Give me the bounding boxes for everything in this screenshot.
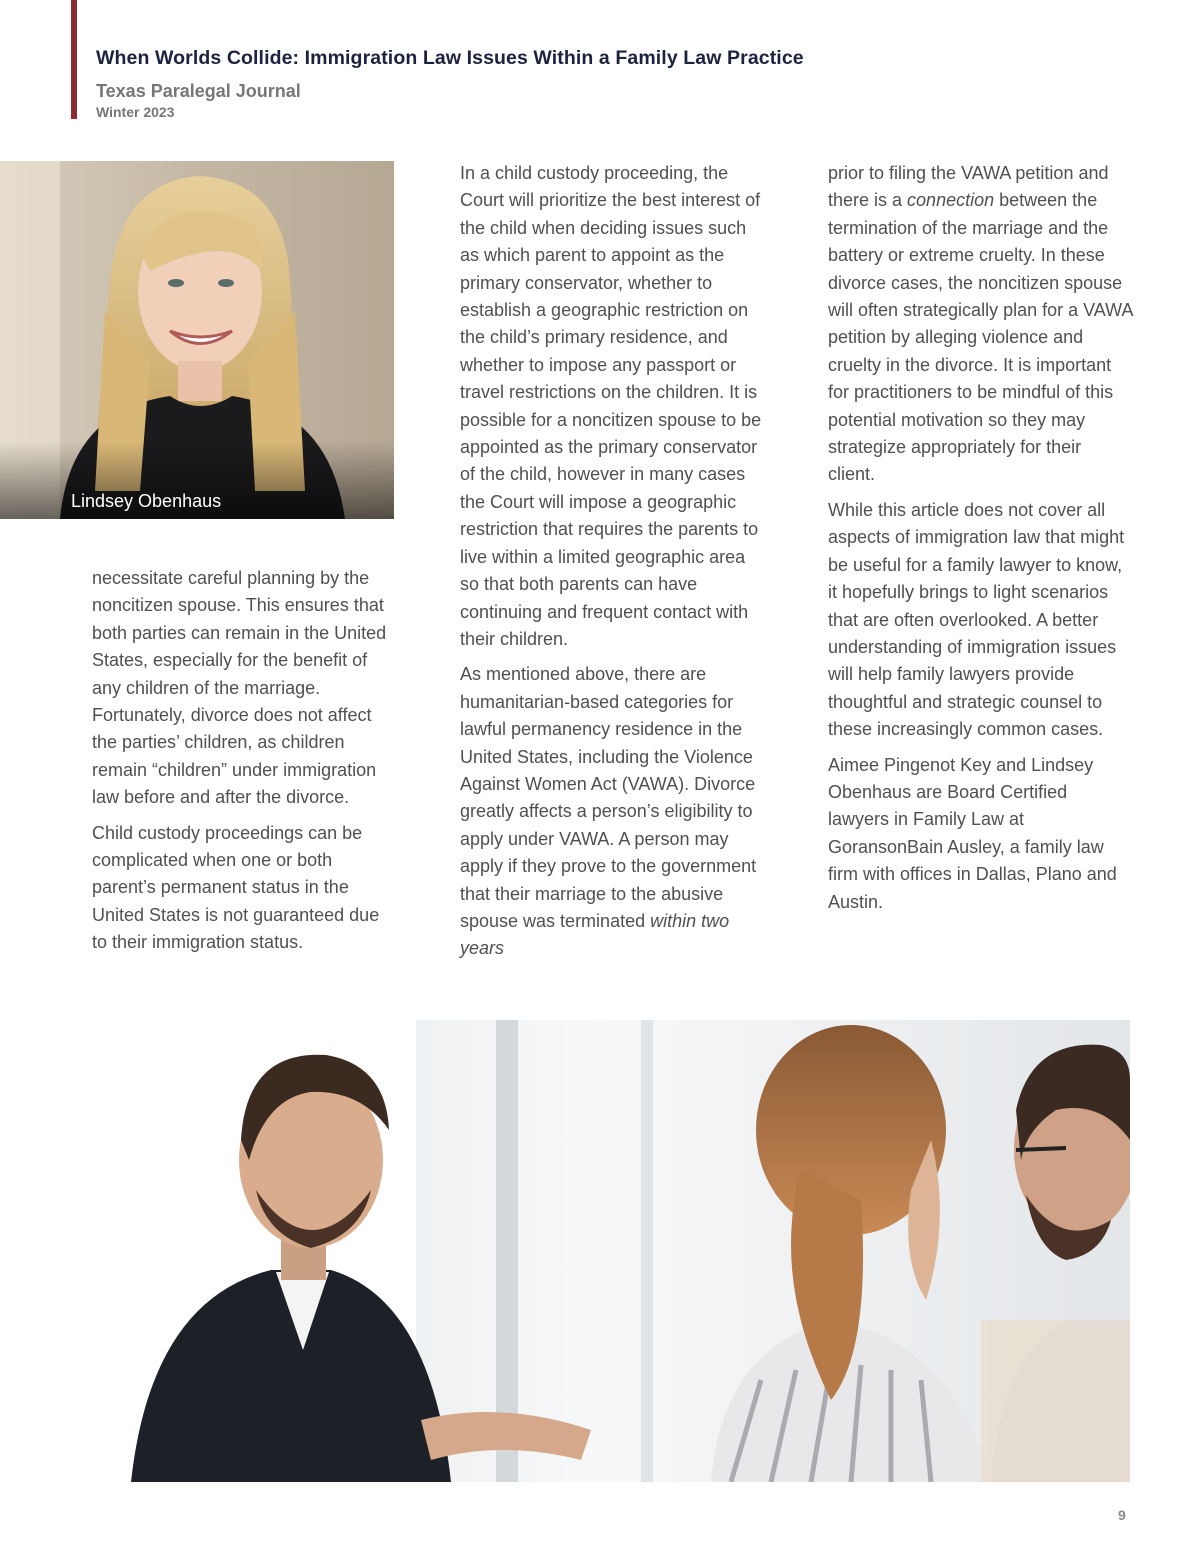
author-bio: Aimee Pingenot Key and Lindsey Obenhaus are Board Certified lawyers in Family Law at GoransonBain Ausley, a family law firm with offices in Dallas, Plano and Austin. bbox=[828, 754, 1117, 912]
page-number: 9 bbox=[1118, 1507, 1126, 1523]
text-run: As mentioned above, there are humanitarian-based categories for lawful permanency residence in the United States, including the Violence Against Women Act (VAWA). Divorce greatly affects a person’s eligibility to apply under VAWA. A person may apply if they prove to the government that their marriage to the abusive spouse was terminated bbox=[460, 664, 757, 931]
journal-issue: Winter 2023 bbox=[96, 104, 175, 120]
accent-bar bbox=[71, 0, 77, 119]
portrait-caption: Lindsey Obenhaus bbox=[71, 491, 222, 511]
text-run: between the termination of the marriage and the battery or extreme cruelty. In these divorce cases, the noncitizen spouse will often strategically plan for a VAWA petition by alleging violence and cruelty in the divorce. It is important for practitioners to be mindful of this potential motivation so they may strategize appropriately for their client. bbox=[828, 190, 1133, 485]
paragraph: While this article does not cover all aspects of immigration law that might be useful for a family lawyer to know, it hopefully brings to light scenarios that are often overlooked. A better understanding of immigration issues will help family lawyers provide thoughtful and strategic counsel to these increasingly common cases. bbox=[828, 499, 1125, 740]
article-header bbox=[96, 44, 1156, 122]
paragraph bbox=[460, 661, 765, 962]
column-2 bbox=[460, 160, 765, 971]
paragraph: Child custody proceedings can be complicated when one or both parent’s permanent status in the United States is not guaranteed due to their immigration status. bbox=[92, 822, 380, 953]
paragraph: In a child custody proceeding, the Court will prioritize the best interest of the child when deciding issues such as which parent to appoint as the primary conservator, whether to establish a geographic restriction on the child’s primary residence, and whether to impose any passport or travel restrictions on the children. It is possible for a noncitizen spouse to be appointed as the primary conservator of the child, however in many cases the Court will impose a geographic restriction that requires the parents to live within a limited geographic area so that both parents can have continuing and frequent contact with their children. bbox=[460, 163, 762, 649]
paragraph: necessitate careful planning by the noncitizen spouse. This ensures that both parties can remain in the United States, especially for the benefit of any children of the marriage. Fortunately, divorce does not affect the parties’ children, as children remain “children” under immigration law before and after the divorce. bbox=[92, 568, 387, 808]
column-3 bbox=[828, 160, 1133, 924]
text-run: prior to filing the VAWA petition and there is a bbox=[828, 163, 1109, 211]
italic-text: connection bbox=[907, 190, 995, 211]
italic-text: within two years bbox=[460, 910, 730, 959]
meeting-photo bbox=[71, 1020, 1130, 1482]
author-portrait bbox=[0, 161, 394, 519]
journal-name: Texas Paralegal Journal bbox=[96, 81, 301, 101]
paragraph bbox=[828, 160, 1133, 489]
article-title: When Worlds Collide: Immigration Law Issues Within a Family Law Practice bbox=[96, 47, 804, 69]
column-1 bbox=[92, 565, 397, 965]
